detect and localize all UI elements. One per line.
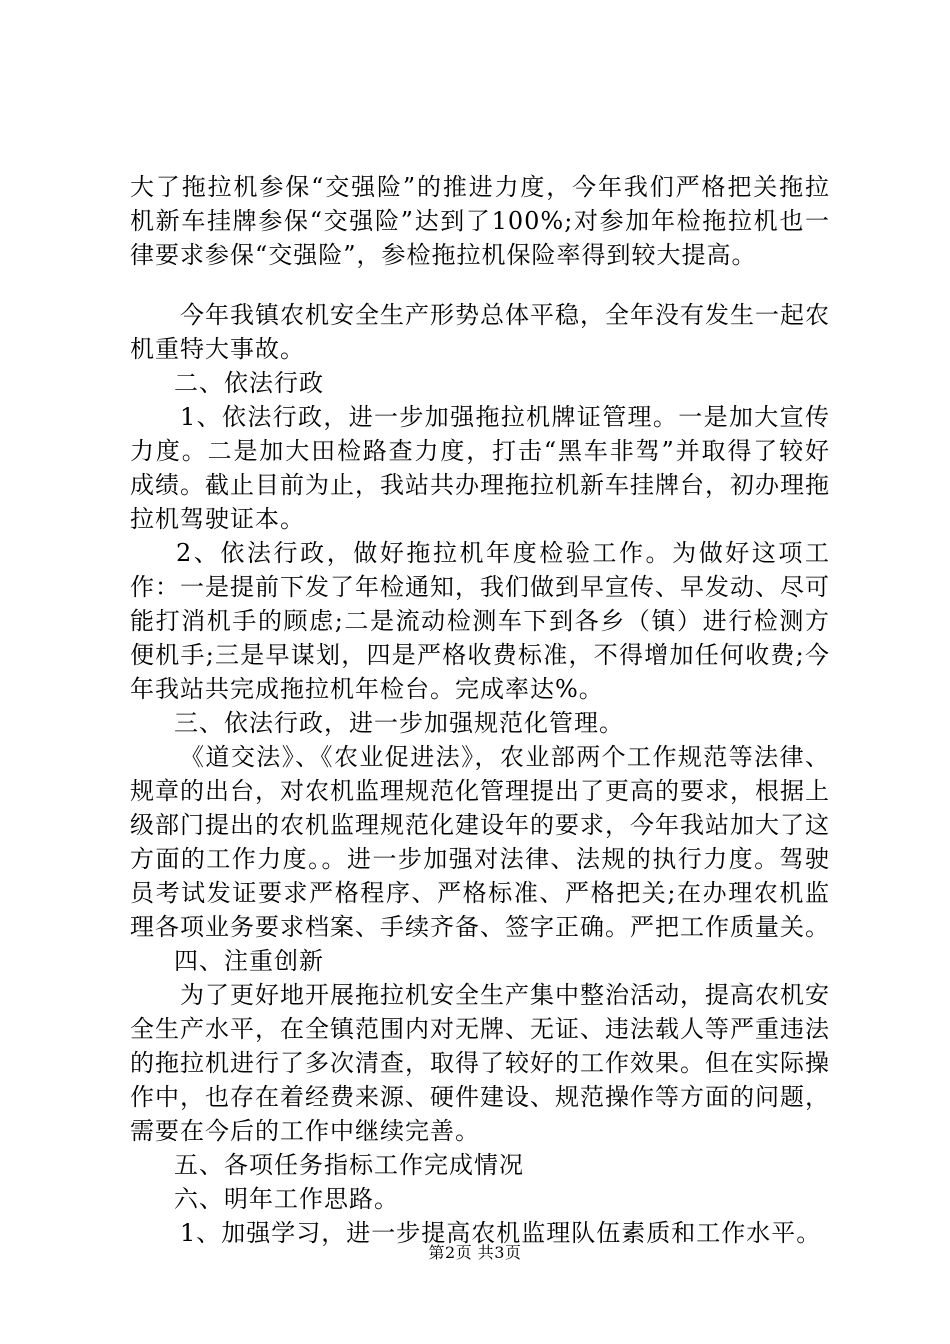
paragraph-license-management: 1、依法行政，进一步加强拖拉机牌证管理。一是加大宣传力度。二是加大田检路查力度，打击“黑车非驾”并取得了较好成绩。截止目前为止，我站共办理拖拉机新车挂牌台，初办理拖拉机驾驶证本。	[130, 403, 830, 533]
section-heading-law-administration: 二、依法行政	[174, 369, 324, 397]
paragraph-regulations: 《道交法》、《农业促进法》，农业部两个工作规范等法律、规章的出台，对农机监理规范化管理提出了更高的要求，根据上级部门提出的农机监理规范化建设年的要求，今年我站加大了这方面的工作力度。。进一步加强对法律、法规的执行力度。驾驶员考试发证要求严格程序、严格标准、严格把关;在办理农机监理各项业务要求档案、手续齐备、签字正确。严把工作质量关。	[130, 743, 830, 941]
section-heading-next-year-plan: 六、明年工作思路。	[174, 1185, 399, 1213]
document-body	[130, 170, 830, 1250]
section-heading-standardization: 三、依法行政，进一步加强规范化管理。	[174, 709, 624, 737]
section-heading-innovation: 四、注重创新	[174, 947, 324, 975]
paragraph-safety-summary: 今年我镇农机安全生产形势总体平稳，全年没有发生一起农机重特大事故。	[130, 301, 830, 363]
paragraph-rectification: 为了更好地开展拖拉机安全生产集中整治活动，提高农机安全生产水平，在全镇范围内对无牌、无证、违法载人等严重违法的拖拉机进行了多次清查，取得了较好的工作效果。但在实际操作中，也存在着经费来源、硬件建设、规范操作等方面的问题，需要在今后的工作中继续完善。	[130, 981, 830, 1145]
page-number-footer: 第2页 共3页	[428, 1243, 522, 1262]
paragraph-gap	[130, 272, 830, 298]
paragraph-annual-inspection: 2、依法行政，做好拖拉机年度检验工作。为做好这项工作：一是提前下发了年检通知，我们做到早宣传、早发动、尽可能打消机手的顾虑;二是流动检测车下到各乡（镇）进行检测方便机手;三是早谋划，四是严格收费标准，不得增加任何收费;今年我站共完成拖拉机年检台。完成率达%。	[130, 539, 830, 703]
paragraph-study: 1、加强学习，进一步提高农机监理队伍素质和工作水平。	[180, 1219, 822, 1247]
section-heading-task-completion: 五、各项任务指标工作完成情况	[174, 1151, 524, 1179]
paragraph-insurance: 大了拖拉机参保“交强险”的推进力度，今年我们严格把关拖拉机新车挂牌参保“交强险”达到了100%;对参加年检拖拉机也一律要求参保“交强险”，参检拖拉机保险率得到较大提高。	[130, 173, 830, 269]
